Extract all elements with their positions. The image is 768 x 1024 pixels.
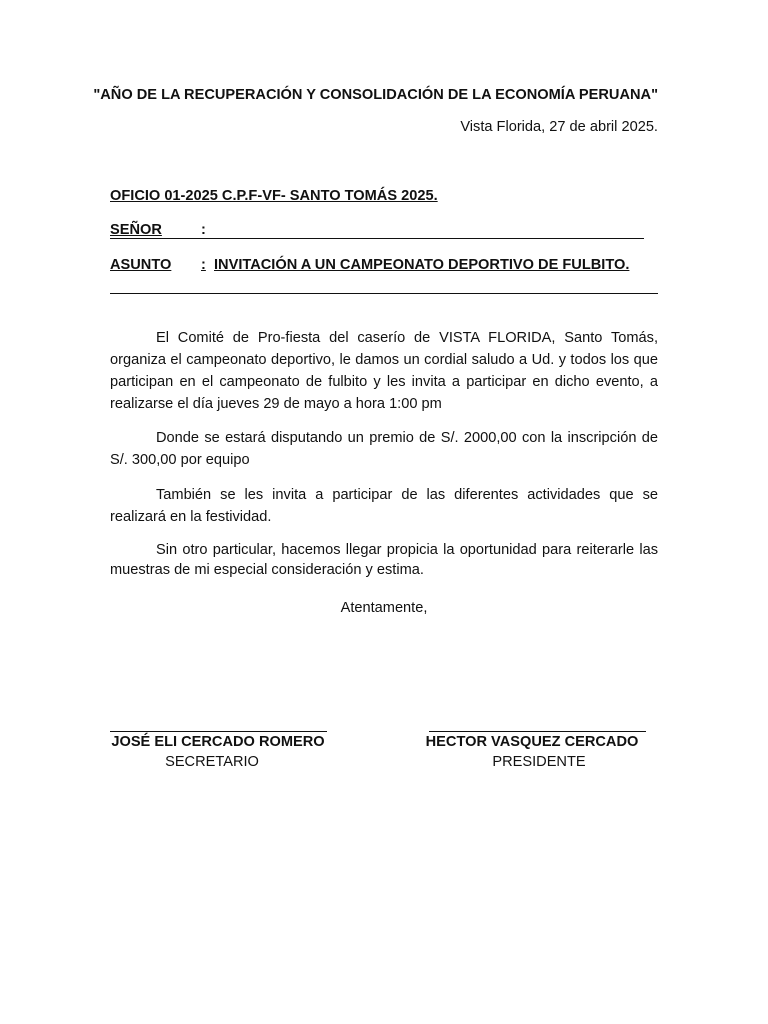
- subject-divider: [110, 293, 658, 294]
- recipient-colon: :: [201, 222, 206, 238]
- president-role: PRESIDENTE: [492, 754, 586, 770]
- closing: Atentamente,: [340, 600, 428, 616]
- body-paragraph: Donde se estará disputando un premio de S/. 2000,00 con la inscripción de S/. 300,00 por equipo: [110, 430, 658, 468]
- year-motto: "AÑO DE LA RECUPERACIÓN Y CONSOLIDACIÓN DE LA ECONOMÍA PERUANA": [93, 87, 658, 103]
- signature-line-president: [429, 731, 646, 732]
- date-line: Vista Florida, 27 de abril 2025.: [460, 119, 658, 135]
- subject-text: INVITACIÓN A UN CAMPEONATO DEPORTIVO DE FULBITO.: [214, 257, 630, 273]
- recipient-blank-line: [110, 238, 644, 239]
- body-paragraph: El Comité de Pro-fiesta del caserío de VISTA FLORIDA, Santo Tomás, organiza el campeonato deportivo, le damos un cordial saludo a Ud. y todos los que participan en el campeonato de fulbito y les invita a participar en dicho evento, a realizarse el día jueves 29 de mayo a hora 1:00 pm: [110, 330, 658, 412]
- subject-colon: :: [201, 257, 206, 273]
- body-paragraph: También se les invita a participar de las diferentes actividades que se realizará en la festividad.: [110, 487, 658, 525]
- secretary-name: JOSÉ ELI CERCADO ROMERO: [111, 734, 325, 750]
- body-paragraph: Sin otro particular, hacemos llegar propicia la oportunidad para reiterarle las muestras de mi especial consideración y estima.: [110, 542, 658, 578]
- president-name: HECTOR VASQUEZ CERCADO: [425, 734, 639, 750]
- secretary-role: SECRETARIO: [165, 754, 259, 770]
- recipient-label: SEÑOR: [110, 222, 162, 238]
- signature-line-secretary: [110, 731, 327, 732]
- oficio-number: OFICIO 01-2025 C.P.F-VF- SANTO TOMÁS 2025.: [110, 188, 438, 204]
- subject-label: ASUNTO: [110, 257, 172, 273]
